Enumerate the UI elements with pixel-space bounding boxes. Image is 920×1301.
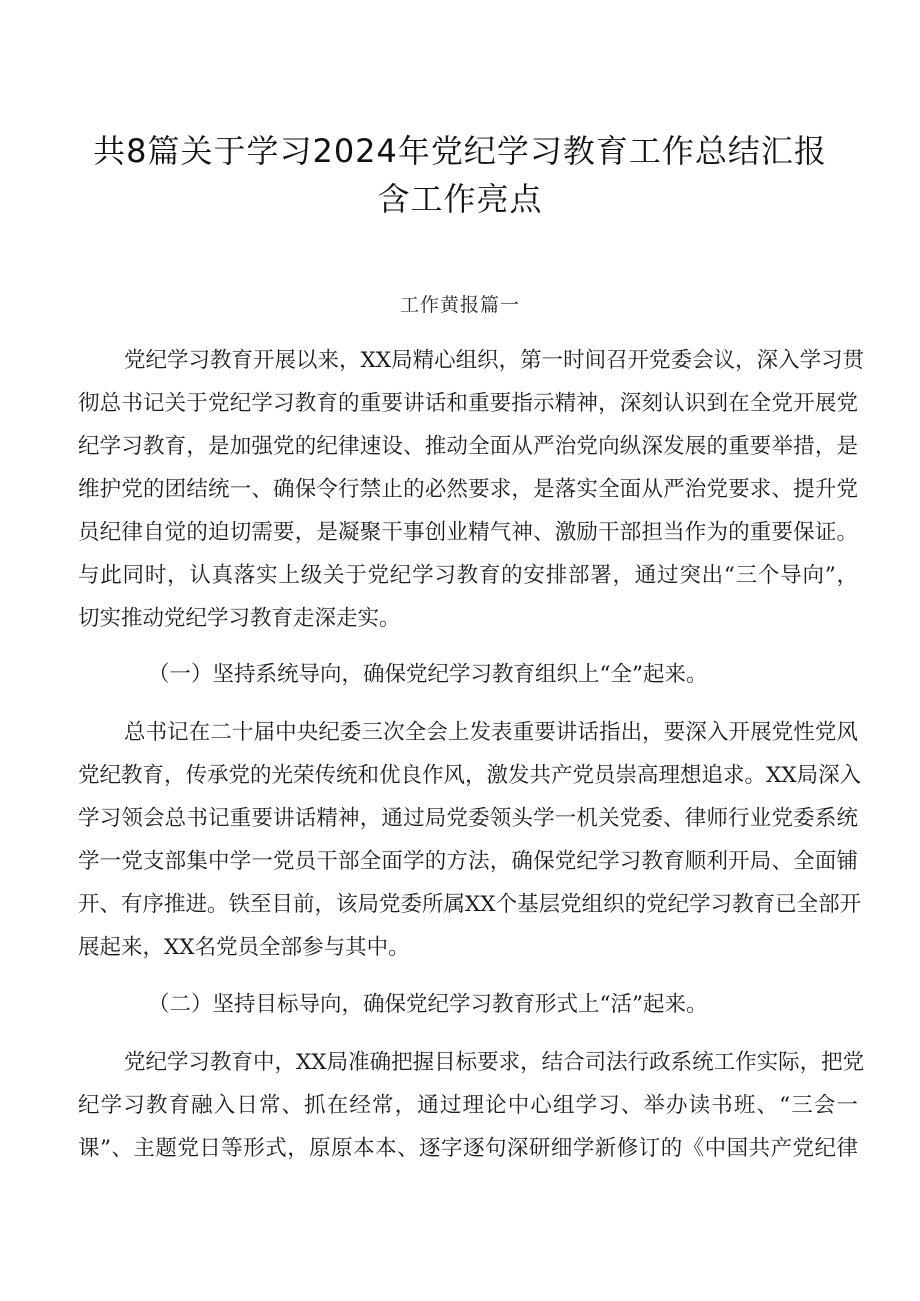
- subheading-1: （一）坚持系统导向，确保党纪学习教育组织上“全”起来。: [148, 662, 708, 687]
- document-title-line-2: 含工作亮点: [377, 180, 543, 218]
- paragraph-1-line: 员纪律自觉的迫切需要，是凝聚干事创业精气神、激励干部担当作为的重要保证。: [78, 520, 858, 545]
- paragraph-2-line: 党纪教育，传承党的光荣传统和优良作风，激发共产党员崇高理想追求。XX局深入: [78, 763, 862, 788]
- subheading-2: （二）坚持目标导向，确保党纪学习教育形式上“活”起来。: [148, 992, 708, 1017]
- paragraph-2-line: 展起来，XX名党员全部参与其中。: [78, 935, 410, 960]
- paragraph-3-line: 纪学习教育融入日常、抓在经常，通过理论中心组学习、举办读书班、“三会一: [78, 1093, 858, 1118]
- paragraph-3-line: 党纪学习教育中，XX局准确把握目标要求，结合司法行政系统工作实际，把党: [124, 1050, 865, 1075]
- paragraph-1-line: 维护党的团结统一、确保令行禁止的必然要求，是落实全面从严治党要求、提升党: [78, 477, 858, 502]
- paragraph-2-line: 总书记在二十届中央纪委三次全会上发表重要讲话指出，要深入开展党性党风: [124, 720, 858, 745]
- paragraph-1-line: 切实推动党纪学习教育走深走实。: [78, 606, 401, 631]
- document-title-line-1: 共8篇关于学习2024年党纪学习教育工作总结汇报: [93, 132, 827, 170]
- paragraph-2-line: 学一党支部集中学一党员干部全面学的方法，确保党纪学习教育顺利开局、全面铺: [78, 849, 858, 874]
- paragraph-3-line: 课”、主题党日等形式，原原本本、逐字逐句深研细学新修订的《中国共产党纪律: [78, 1136, 858, 1161]
- paragraph-1-line: 彻总书记关于党纪学习教育的重要讲话和重要指示精神，深刻认识到在全党开展党: [78, 391, 858, 416]
- paragraph-2-line: 学习领会总书记重要讲话精神，通过局党委领头学一机关党委、律师行业党委系统: [78, 806, 858, 831]
- paragraph-1-line: 与此同时，认真落实上级关于党纪学习教育的安排部署，通过突出“三个导向”，: [78, 563, 858, 588]
- paragraph-2-line: 开、有序推进。铁至目前，该局党委所属XX个基层党组织的党纪学习教育已全部开: [78, 892, 862, 917]
- paragraph-1-line: 党纪学习教育开展以来，XX局精心组织，第一时间召开党委会议，深入学习贯: [124, 348, 865, 373]
- section-heading: 工作黄报篇一: [399, 294, 520, 316]
- paragraph-1-line: 纪学习教育，是加强党的纪律速设、推动全面从严治党向纵深发展的重要举措，是: [78, 434, 858, 459]
